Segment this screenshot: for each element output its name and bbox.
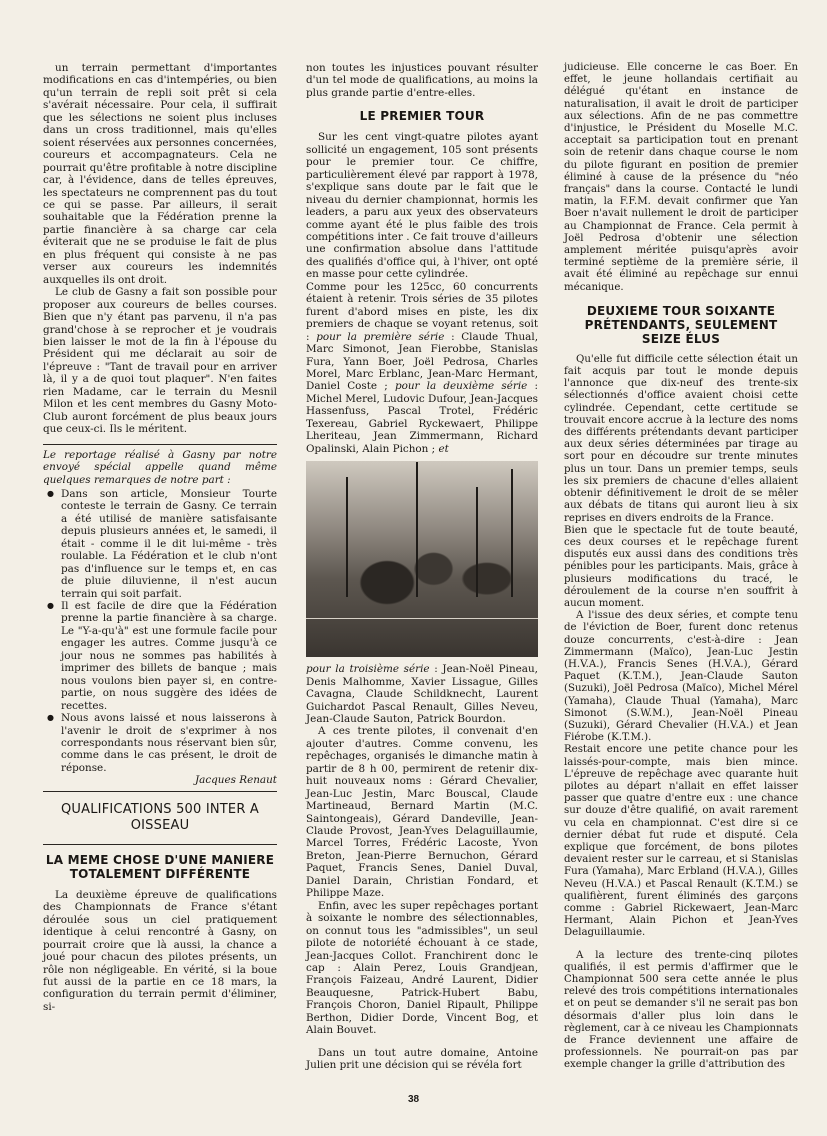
paragraph: A la lecture des trente-cinq pilotes qualifiés, il est permis d'affirmer que le Championnat 500 sera cette année le plus relevé des trois compétitions internationales et on peut se demander s'il ne serait pas bon désormais d'aller plus loin dans le règlement, car à ce niveau les Championnats de France deviennent une affaire de professionnels. Ne pourrait-on pas par exemple changer la grille d'attribution des [564,949,798,1071]
paragraph: un terrain permettant d'importantes modifications en cas d'intempéries, ou bien qu'un terrain de repli soit prêt si cela s'avérait nécessaire. Pour cela, il suffirait que les sélections ne soient plus incluses dans un cross traditionnel, mais qu'elles soient réservées aux personnes concernées, coureurs et accompagnateurs. Cela ne pourrait qu'être profitable à notre discipline car, à l'évidence, dans de telles épreuves, les spectateurs ne comprennent pas du tout ce qui se passe. Par ailleurs, il serait souhaitable que la Fédération prenne la partie financière à sa charge car cela éviterait que ne se produise le fait de plus en plus fréquent qui consiste à ne pas verser aux coureurs les indemnités auxquelles ils ont droit. [43,62,277,286]
section-heading: DEUXIEME TOUR SOIXANTE PRÉTENDANTS, SEULEMENT SEIZE ÉLUS [584,303,778,346]
editorial-note-box [43,444,277,792]
list-item: ● Dans son article, Monsieur Tourte conteste le terrain de Gasny. Ce terrain a été utilisé de manière satisfaisante depuis plusieurs années et, le samedi, il était - comme il le dit lui-même - très roulable. La Fédération et le club n'ont pas d'influence sur le temps et, en cas de pluie diluvienne, il n'est aucun terrain qui soit parfait. [61,488,277,600]
series-label: pour la première série [316,330,445,343]
paragraph: Enfin, avec les super repêchages portant à soixante le nombre des sélectionnables, on connut tous les "admissibles", un seul pilote de notoriété échouant à ce stade, Jean-Jacques Collot. Franchirent donc le cap : Alain Perez, Louis Grandjean, François Faizeau, André Laurent, Didier Beauquesne, Patrick-Hubert Babu, François Choron, Daniel Ripault, Philippe Berthon, Didier Dorde, Vincent Bog, et Alain Bouvet. [306,899,538,1037]
text-run: : Claude Thual, Marc Simonot, Jean Fierobbe, Stanislas Fura, Yann Boer, Joël Pedrosa, Charles Morel, Marc Erblanc, Jean-Marc Hermant, Daniel Coste ; [306,330,538,393]
section-heading: QUALIFICATIONS 500 INTER A OISSEAU [60,801,260,833]
paragraph: Restait encore une petite chance pour les laissés-pour-compte, mais bien mince. L'épreuve de repêchage avec quarante huit pilotes au départ n'allait en effet laisser passer que quatre d'entre eux : une chance sur douze d'être qualifié, on avait rarement vu cela en championnat. C'est dire si ce dernier débat fut rude et disputé. Cela explique que forcément, de bons pilotes devaient rester sur le carreau, et si Stanislas Fura (Yamaha), Marc Erbland (H.V.A.), Gilles Neveu (H.V.A.) et Pascal Renault (K.T.M.) se qualifièrent, furent éliminés des garçons comme : Gabriel Rickewaert, Jean-Marc Hermant, Alain Pichon et Jean-Yves Delaguillaumie. [564,744,798,939]
paragraph: Le club de Gasny a fait son possible pour proposer aux coureurs de belles courses. Bien que n'y étant pas parvenu, il n'a pas grand'chose à se reprocher et je voudrais bien laisser le mot de la fin à l'épouse du Président qui me déclarait au soir de l'épreuve : "Tant de travail pour en arriver là, il y a de quoi tout plaquer". N'en faites rien Madame, car le terrain du Mesnil Milon et les cent membres du Gasny Moto-Club auront forcément de plus beaux jours que ceux-ci. Ils le méritent. [43,286,277,436]
text-run: : Michel Merel, Ludovic Dufour, Jean-Jacques Hassenfuss, Pascal Trotel, Frédéric Texereau, Gabriel Ryckewaert, Philippe Lheriteau, Jean Zimmermann, Richard Opalinski, Alain Pichon ; [306,380,538,455]
signature: Jacques Renaut [194,774,277,787]
motocross-photo [306,461,538,657]
paragraph: Dans un tout autre domaine, Antoine Julien prit une décision qui se révéla fort [306,1046,538,1072]
paragraph: Sur les cent vingt-quatre pilotes ayant sollicité un engagement, 105 sont présents pour le premier tour. Ce chiffre, particulièrement élevé par rapport à 1978, s'explique sans doute par le fait que le niveau du dernier championnat, hormis les leaders, a paru aux yeux des observateurs comme ayant été le plus faible des trois compétitions inter . Ce fait trouve d'ailleurs une confirmation absolue dans l'attitude des qualifiés d'office qui, à l'hiver, ont opté en masse pour cette cylindrée. [306,131,538,281]
page-number: 38 [407,1094,420,1105]
paragraph: judicieuse. Elle concerne le cas Boer. En effet, le jeune hollandais certifiait au délégué qu'étant en instance de naturalisation, il avait le droit de participer aux sélections. Afin de ne pas commettre d'injustice, le Président du Moselle M.C. acceptait sa participation tout en prenant soin de retenir dans chaque course le nom du pilote figurant en position de premier éliminé à cause de la présence du "néo français" dans la course. Contacté le lundi matin, la F.F.M. devait confirmer que Yan Boer n'avait nullement le droit de participer au Championnat de France. Cela permit à Joël Pedrosa d'obtenir une sélection amplement méritée puisqu'après avoir terminé septième de la première série, il avait été éliminé au repêchage sur ennui mécanique. [564,62,798,293]
tree-shape [511,469,513,597]
column-right [564,62,798,1072]
list-item: ● Il est facile de dire que la Fédération prenne la partie financière à sa charge. Le "Y-a-qu'à" est une formule facile pour engager les autres. Comme jusqu'à ce jour nous ne sommes pas habilités à imprimer des billets de banque ; mais nous voulons bien payer si, en contre-partie, on nous suggère des idées de recettes. [61,600,277,712]
column-left [43,62,277,1013]
paragraph [306,281,538,455]
tree-shape [346,477,348,597]
fence-line [306,618,538,619]
section-subheading: LA MEME CHOSE D'UNE MANIERE TOTALEMENT DIFFÉRENTE [43,844,277,881]
paragraph: A l'issue des deux séries, et compte tenu de l'éviction de Boer, furent donc retenus douze concurrents, c'est-à-dire : Jean Zimmermann (Maïco), Jean-Luc Jestin (H.V.A.), Francis Senes (H.V.A.), Gérard Paquet (K.T.M.), Jean-Claude Sauton (Suzuki), Joël Pedrosa (Maïco), Michel Mérel (Yamaha), Claude Thual (Yamaha), Marc Simonot (S.W.M.), Jean-Noël Pineau (Suzuki), Gérard Chevalier (H.V.A.) et Jean Fiérobe (K.T.M.). [564,610,798,744]
paragraph: A ces trente pilotes, il convenait d'en ajouter d'autres. Comme convenu, les repêchages, organisés le dimanche matin à partir de 8 h 00, permirent de retenir dix-huit nouveaux noms : Gérard Chevalier, Jean-Luc Jestin, Marc Bouscal, Claude Martineaud, Bernard Martin (M.C. Saintongeais), Gérard Dandeville, Jean-Claude Provost, Jean-Yves Delaguillaumie, Marcel Torres, Frédéric Lacoste, Yvon Breton, Jean-Pierre Bernuchon, Gérard Paquet, Francis Senes, Daniel Duval, Daniel Darain, Christian Fondard, et Philippe Maze. [306,725,538,900]
note-intro: Le reportage réalisé à Gasny par notre envoyé spécial appelle quand même quelques remarques de notre part : [43,448,277,486]
text-run: : Jean-Noël Pineau, Denis Malhomme, Xavier Lissague, Gilles Cavagna, Claude Schildknecht, Laurent Guichardot Pascal Renault, Gilles Neveu, Jean-Claude Sauton, Patrick Bourdon. [306,663,538,725]
paragraph [306,663,538,725]
paragraph: non toutes les injustices pouvant résulter d'un tel mode de qualifications, au moins la plus grande partie d'entre-elles. [306,62,538,99]
series-label: pour la troisième série [306,663,430,676]
tree-shape [416,462,418,597]
text-run: Comme pour les 125cc, 60 concurrents étaient à retenir. Trois séries de 35 pilotes furent d'abord mises en piste, les dix premiers de chaque se voyant retenus, soit : [306,280,538,343]
tree-shape [476,487,478,597]
series-label: pour la deuxième série [394,380,528,393]
text-run: et [438,442,449,455]
paragraph: La deuxième épreuve de qualifications des Championnats de France s'étant déroulée sous un ciel pratiquement identique à celui rencontré à Gasny, on pourrait croire que là aussi, la chance a joué pour chacun des pilotes présents, un rôle non négligeable. En vérité, si la boue fut aussi de la partie en ce 18 mars, la configuration du terrain permit d'éliminer, si- [43,888,277,1013]
column-middle [306,62,538,1072]
section-heading: LE PREMIER TOUR [359,109,485,124]
note-list [43,488,277,774]
paragraph: Qu'elle fut difficile cette sélection était un fait acquis par tout le monde depuis l'annonce que dix-neuf des trente-six sélectionnés d'office avaient choisi cette cylindrée. Cependant, cette certitude se trouvait encore accrue à la lecture des noms des différents prétendants devant participer aux deux séries déterminées par tirage au sort pour en découdre sur trente minutes plus un tour. Dans un premier temps, seuls les six premiers de chacune d'elles allaient obtenir définitivement le droit de se mêler aux débats de titans qui auront lieu à six reprises en divers endroits de la France. [564,353,798,524]
paragraph: Bien que le spectacle fut de toute beauté, ces deux courses et le repêchage furent disputés eux aussi dans des conditions très pénibles pour les participants. Mais, grâce à plusieurs modifications du tracé, le déroulement de la course n'en souffrit à aucun moment. [564,524,798,609]
list-item: ● Nous avons laissé et nous laisserons à l'avenir le droit de s'exprimer à nos correspondants nous réservant bien sûr, comme dans le cas présent, le droit de réponse. [61,712,277,774]
